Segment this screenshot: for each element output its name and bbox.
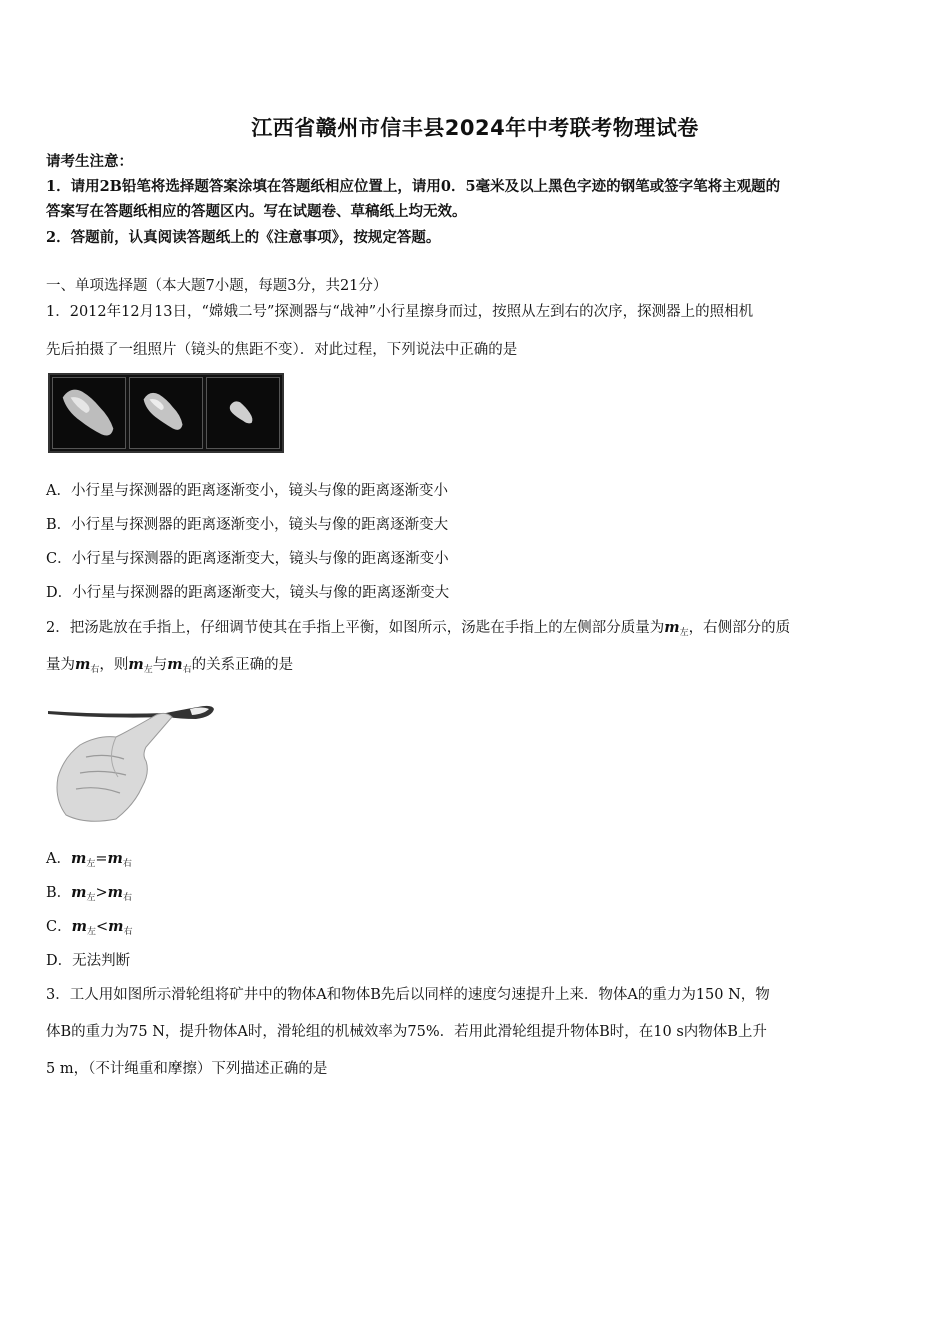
relation-sign: = <box>95 851 108 867</box>
m-letter: m <box>107 884 124 901</box>
q2-stem-line2 <box>46 655 293 680</box>
subscript-left: 左 <box>86 859 96 869</box>
spoon-on-finger-figure <box>46 697 216 827</box>
relation-sign: > <box>95 885 108 901</box>
asteroid-photo-3 <box>206 377 280 449</box>
q2-option-c-label: C． <box>46 919 72 935</box>
m-letter: m <box>70 850 87 867</box>
q2-stem-text-5: 与 <box>152 657 168 673</box>
q1-stem-line1: 1．2012年12月13日，“嫦娥二号”探测器与“战神”小行星擦身而过，按照从左到右的次序，探测器上的照相机 <box>46 304 754 320</box>
page-title: 江西省赣州市信丰县2024年中考联考物理试卷 <box>251 116 699 140</box>
q1-option-a: A．小行星与探测器的距离逐渐变小，镜头与像的距离逐渐变小 <box>46 483 448 499</box>
m-right-symbol <box>108 918 132 935</box>
q1-option-d: D．小行星与探测器的距离逐渐变大，镜头与像的距离逐渐变大 <box>46 585 450 601</box>
m-letter: m <box>108 918 124 935</box>
m-right-symbol <box>108 850 132 867</box>
asteroid-photo-1 <box>52 377 126 449</box>
q2-option-c <box>46 917 132 942</box>
notice-item-1a: 1．请用2B铅笔将选择题答案涂填在答题纸相应位置上，请用0．5毫米及以上黑色字迹的钢笔或签字笔将主观题的 <box>46 178 781 195</box>
q2-stem-text-2: ，右侧部分的质 <box>688 620 791 636</box>
q2-option-b <box>46 883 132 908</box>
subscript-left: 左 <box>86 927 96 937</box>
m-left-symbol <box>71 850 95 867</box>
subscript-right: 右 <box>182 665 192 675</box>
subscript-right: 右 <box>122 859 132 869</box>
q1-option-c: C．小行星与探测器的距离逐渐变大，镜头与像的距离逐渐变小 <box>46 551 449 567</box>
section-heading: 一、单项选择题（本大题7小题，每题3分，共21分） <box>46 278 388 294</box>
m-left-symbol <box>72 918 96 935</box>
subscript-right: 右 <box>123 927 133 937</box>
subscript-left: 左 <box>86 893 96 903</box>
q2-stem-line1 <box>46 618 790 643</box>
m-letter: m <box>75 656 91 673</box>
m-right-symbol <box>75 656 99 673</box>
notice-item-2: 2．答题前，认真阅读答题纸上的《注意事项》，按规定答题。 <box>46 229 441 246</box>
m-right-symbol <box>167 656 191 673</box>
q2-stem-text-6: 的关系正确的是 <box>191 657 294 673</box>
asteroid-photo-2 <box>129 377 203 449</box>
q1-stem-line2: 先后拍摄了一组照片（镜头的焦距不变）．对此过程，下列说法中正确的是 <box>46 342 518 358</box>
q2-option-b-label: B． <box>46 885 72 901</box>
q2-option-a-label: A． <box>46 851 71 867</box>
m-right-symbol <box>108 884 132 901</box>
relation-sign: < <box>95 919 109 935</box>
m-letter: m <box>128 656 144 673</box>
m-letter: m <box>167 656 183 673</box>
q2-option-a <box>46 849 132 874</box>
q2-stem-text-4: ，则 <box>99 657 129 673</box>
m-left-symbol <box>71 884 95 901</box>
q2-stem-text-1: 2．把汤匙放在手指上，仔细调节使其在手指上平衡，如图所示，汤匙在手指上的左侧部分质量为 <box>46 620 665 636</box>
m-letter: m <box>71 884 87 901</box>
asteroid-photo-strip <box>48 373 284 453</box>
q1-option-b: B．小行星与探测器的距离逐渐变小，镜头与像的距离逐渐变大 <box>46 517 449 533</box>
q3-stem-line3: 5 m，（不计绳重和摩擦）下列描述正确的是 <box>46 1061 328 1077</box>
q2-stem-text-3: 量为 <box>46 657 75 673</box>
m-letter: m <box>107 850 123 867</box>
subscript-right: 右 <box>123 893 133 903</box>
q3-stem-line1: 3．工人用如图所示滑轮组将矿井中的物体A和物体B先后以同样的速度匀速提升上来．物体A的重力为150 N，物 <box>46 987 770 1003</box>
notice-item-1b: 答案写在答题纸相应的答题区内。写在试题卷、草稿纸上均无效。 <box>46 203 467 220</box>
subscript-right: 右 <box>90 665 100 675</box>
m-left-symbol <box>664 619 688 636</box>
m-letter: m <box>664 619 680 636</box>
subscript-left: 左 <box>679 628 689 638</box>
m-letter: m <box>71 918 87 935</box>
q2-option-d: D．无法判断 <box>46 953 131 969</box>
m-left-symbol <box>128 656 152 673</box>
notice-heading: 请考生注意： <box>46 153 133 170</box>
subscript-left: 左 <box>143 665 153 675</box>
q3-stem-line2: 体B的重力为75 N，提升物体A时，滑轮组的机械效率为75%．若用此滑轮组提升物体B时，在10 s内物体B上升 <box>46 1024 767 1040</box>
